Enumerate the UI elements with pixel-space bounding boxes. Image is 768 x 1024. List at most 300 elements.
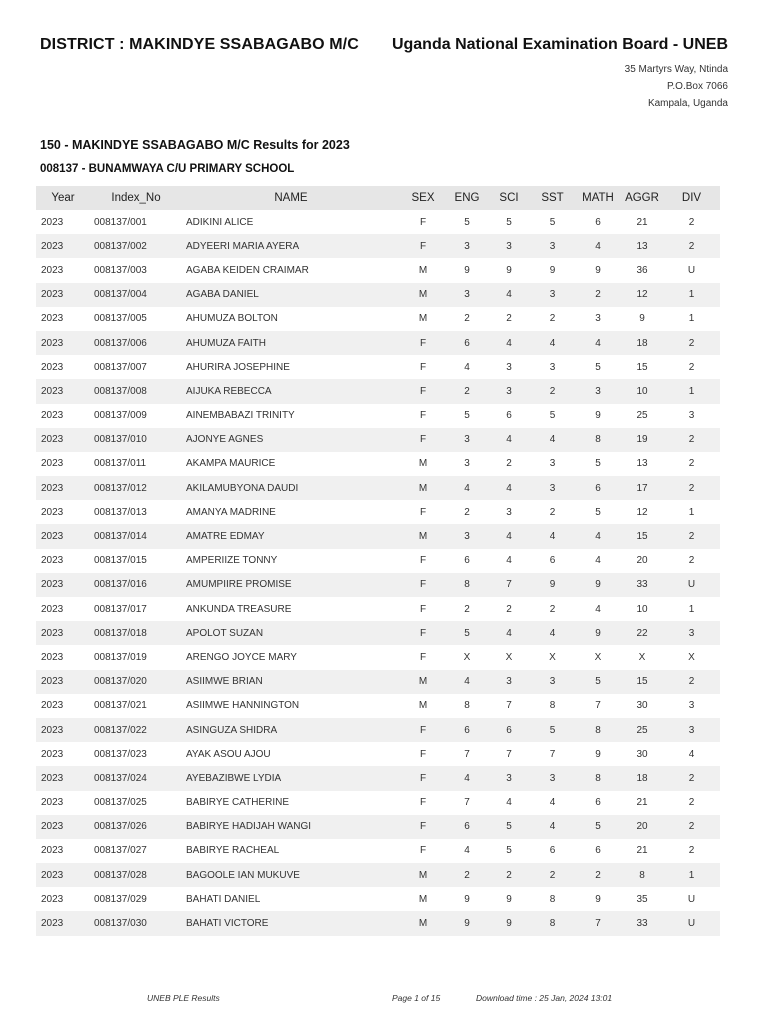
cell-index-no: 008137/021	[94, 700, 147, 712]
cell-sci: 9	[506, 264, 512, 276]
cell-year: 2023	[41, 264, 64, 276]
cell-sex: F	[419, 748, 427, 760]
cell-year: 2023	[36, 911, 90, 935]
cell-sci: 9	[488, 911, 530, 935]
cell-sci: 4	[488, 621, 530, 645]
cell-sex: F	[400, 815, 446, 839]
cell-sci: X	[505, 651, 513, 663]
cell-math: 4	[575, 234, 621, 258]
cell-index-no: 008137/030	[90, 911, 182, 935]
cell-sex: M	[418, 458, 428, 470]
school-title: 008137 - BUNAMWAYA C/U PRIMARY SCHOOL	[40, 163, 295, 175]
cell-year: 2023	[36, 234, 90, 258]
cell-sci: 4	[488, 283, 530, 307]
cell-eng: 9	[446, 911, 488, 935]
cell-eng: 3	[446, 428, 488, 452]
cell-sst: 3	[530, 476, 575, 500]
cell-sst: 8	[549, 893, 556, 905]
table-row	[36, 210, 720, 234]
cell-aggr: 18	[621, 331, 663, 355]
cell-sci: 7	[506, 748, 512, 760]
cell-aggr: 21	[636, 216, 648, 228]
cell-name: AGABA DANIEL	[182, 283, 400, 307]
cell-sst: 9	[530, 573, 575, 597]
cell-name: ADYEERI MARIA AYERA	[182, 234, 400, 258]
cell-sex: F	[419, 797, 427, 809]
download-time: Download time : 25 Jan, 2024 13:01	[476, 993, 613, 1003]
cell-year: 2023	[41, 313, 64, 325]
cell-eng: 4	[464, 845, 470, 857]
column-header-index: Index_No	[90, 186, 182, 210]
cell-year: 2023	[36, 524, 90, 548]
table-row	[36, 331, 720, 355]
cell-div: 1	[688, 313, 695, 325]
cell-sci: 5	[506, 216, 512, 228]
cell-index-no: 008137/003	[94, 264, 147, 276]
cell-name: AMUMPIIRE PROMISE	[182, 573, 400, 597]
cell-math: 4	[595, 555, 601, 567]
cell-eng: 2	[446, 379, 488, 403]
cell-sex: M	[400, 670, 446, 694]
cell-math: 9	[575, 573, 621, 597]
cell-sex: F	[400, 718, 446, 742]
table-row	[36, 911, 720, 935]
cell-sex: F	[400, 766, 446, 790]
table-row	[36, 452, 720, 476]
cell-year: 2023	[41, 506, 64, 518]
cell-sci: 5	[506, 845, 512, 857]
cell-aggr: 19	[621, 428, 663, 452]
cell-index-no: 008137/019	[94, 651, 147, 663]
cell-div: 2	[663, 766, 720, 790]
column-header-year: Year	[36, 186, 90, 210]
cell-name: AKILAMUBYONA DAUDI	[182, 476, 400, 500]
cell-name: ASIIMWE HANNINGTON	[186, 700, 300, 712]
cell-sci: 2	[488, 863, 530, 887]
cell-eng: 8	[446, 573, 488, 597]
cell-year: 2023	[36, 621, 90, 645]
column-header-name: NAME	[182, 186, 400, 210]
cell-sex: F	[419, 361, 427, 373]
cell-sex: F	[400, 379, 446, 403]
cell-name: BAHATI VICTORE	[182, 911, 400, 935]
cell-eng: 5	[464, 410, 470, 422]
cell-sci: 4	[506, 555, 512, 567]
cell-sci: 3	[488, 766, 530, 790]
table-row	[36, 379, 720, 403]
cell-name: BABIRYE CATHERINE	[186, 797, 289, 809]
cell-div: 1	[663, 283, 720, 307]
cell-div: 2	[663, 524, 720, 548]
table-row	[36, 766, 720, 790]
cell-aggr: 33	[621, 573, 663, 597]
cell-index-no: 008137/023	[94, 748, 147, 760]
cell-name: AIJUKA REBECCA	[182, 379, 400, 403]
cell-sex: M	[400, 524, 446, 548]
cell-sst: 7	[549, 748, 556, 760]
cell-div: 2	[688, 216, 695, 228]
cell-math: 6	[595, 216, 601, 228]
cell-sex: F	[419, 410, 427, 422]
cell-year: 2023	[41, 603, 64, 615]
cell-eng: 2	[464, 506, 470, 518]
cell-sst: X	[549, 651, 556, 663]
cell-sex: M	[418, 893, 428, 905]
table-row	[36, 524, 720, 548]
table-row	[36, 694, 720, 718]
table-header-row	[36, 186, 720, 210]
cell-math: 6	[595, 845, 601, 857]
column-header-eng: ENG	[446, 186, 488, 210]
cell-name: AMATRE EDMAY	[182, 524, 400, 548]
cell-name: AGABA KEIDEN CRAIMAR	[186, 264, 309, 276]
cell-year: 2023	[36, 331, 90, 355]
cell-sst: 8	[530, 911, 575, 935]
results-table-body	[36, 210, 720, 936]
cell-sst: 3	[530, 234, 575, 258]
cell-div: X	[688, 651, 695, 663]
cell-name: AJONYE AGNES	[182, 428, 400, 452]
cell-name: BAGOOLE IAN MUKUVE	[182, 863, 400, 887]
cell-year: 2023	[41, 410, 64, 422]
cell-math: 8	[575, 428, 621, 452]
cell-index-no: 008137/004	[90, 283, 182, 307]
cell-math: 5	[595, 361, 601, 373]
cell-math: 2	[575, 863, 621, 887]
cell-year: 2023	[36, 428, 90, 452]
cell-aggr: 12	[636, 506, 648, 518]
cell-math: 8	[575, 766, 621, 790]
cell-math: 5	[595, 506, 601, 518]
cell-sst: 4	[530, 815, 575, 839]
results-title: 150 - MAKINDYE SSABAGABO M/C Results for 2023	[40, 138, 350, 152]
table-row	[36, 621, 720, 645]
cell-aggr: 33	[621, 911, 663, 935]
cell-div: U	[687, 893, 696, 905]
table-row	[36, 549, 720, 573]
cell-sci: 3	[488, 379, 530, 403]
column-header-sex: SEX	[400, 186, 446, 210]
cell-math: 3	[575, 379, 621, 403]
cell-sex: M	[400, 863, 446, 887]
cell-year: 2023	[36, 766, 90, 790]
cell-aggr: 20	[621, 815, 663, 839]
cell-math: 8	[575, 718, 621, 742]
cell-sex: M	[400, 283, 446, 307]
table-row	[36, 476, 720, 500]
table-row	[36, 670, 720, 694]
cell-aggr: 15	[636, 361, 648, 373]
cell-year: 2023	[41, 797, 64, 809]
cell-year: 2023	[36, 718, 90, 742]
cell-index-no: 008137/018	[90, 621, 182, 645]
cell-index-no: 008137/005	[94, 313, 147, 325]
cell-math: 5	[575, 815, 621, 839]
cell-index-no: 008137/002	[90, 234, 182, 258]
cell-math: 9	[595, 410, 601, 422]
cell-eng: 2	[446, 863, 488, 887]
cell-index-no: 008137/006	[90, 331, 182, 355]
results-table	[36, 186, 720, 936]
cell-index-no: 008137/022	[90, 718, 182, 742]
cell-aggr: 8	[621, 863, 663, 887]
cell-eng: 2	[464, 603, 470, 615]
cell-index-no: 008137/010	[90, 428, 182, 452]
cell-year: 2023	[36, 573, 90, 597]
cell-sci: 3	[506, 506, 512, 518]
cell-eng: 3	[446, 524, 488, 548]
cell-div: 1	[688, 506, 695, 518]
cell-aggr: 15	[621, 524, 663, 548]
cell-div: 2	[688, 797, 695, 809]
cell-div: 3	[688, 410, 695, 422]
cell-name: AYAK ASOU AJOU	[186, 748, 271, 760]
cell-aggr: 25	[621, 718, 663, 742]
cell-math: 5	[575, 670, 621, 694]
cell-name: AKAMPA MAURICE	[186, 458, 276, 470]
cell-index-no: 008137/009	[94, 410, 147, 422]
cell-index-no: 008137/016	[90, 573, 182, 597]
cell-eng: 6	[446, 718, 488, 742]
cell-math: 6	[595, 797, 601, 809]
column-header-aggr: AGGR	[621, 186, 663, 210]
cell-year: 2023	[41, 845, 64, 857]
cell-eng: 7	[464, 748, 470, 760]
cell-aggr: 10	[621, 379, 663, 403]
table-row	[36, 428, 720, 452]
cell-eng: 6	[464, 555, 470, 567]
cell-name: BABIRYE HADIJAH WANGI	[182, 815, 400, 839]
cell-sst: 4	[530, 621, 575, 645]
address-line: Kampala, Uganda	[647, 98, 728, 109]
cell-div: U	[687, 264, 696, 276]
table-row	[36, 258, 720, 282]
cell-aggr: 21	[636, 845, 648, 857]
cell-math: 5	[595, 458, 601, 470]
cell-name: ASIIMWE BRIAN	[182, 670, 400, 694]
cell-sci: 3	[506, 361, 512, 373]
cell-name: BABIRYE RACHEAL	[186, 845, 280, 857]
cell-sci: 4	[506, 797, 512, 809]
cell-math: 6	[575, 476, 621, 500]
cell-index-no: 008137/011	[94, 458, 147, 470]
cell-year: 2023	[41, 893, 64, 905]
cell-year: 2023	[41, 748, 64, 760]
cell-sst: 5	[530, 718, 575, 742]
cell-eng: X	[463, 651, 471, 663]
cell-eng: 4	[446, 476, 488, 500]
cell-sst: 2	[549, 603, 556, 615]
cell-div: 1	[688, 603, 695, 615]
cell-sst: 4	[530, 524, 575, 548]
cell-year: 2023	[36, 670, 90, 694]
cell-index-no: 008137/024	[90, 766, 182, 790]
cell-year: 2023	[41, 216, 64, 228]
cell-index-no: 008137/012	[90, 476, 182, 500]
cell-aggr: 30	[636, 748, 648, 760]
cell-eng: 3	[464, 458, 470, 470]
cell-sex: F	[400, 428, 446, 452]
cell-math: 4	[575, 331, 621, 355]
cell-div: 2	[663, 476, 720, 500]
cell-sci: 7	[506, 700, 512, 712]
cell-aggr: 22	[621, 621, 663, 645]
cell-sex: F	[419, 555, 427, 567]
cell-div: U	[663, 911, 720, 935]
cell-sci: 9	[506, 893, 512, 905]
cell-div: 2	[688, 845, 695, 857]
cell-sex: M	[418, 313, 428, 325]
table-row	[36, 404, 720, 428]
cell-sci: 7	[488, 573, 530, 597]
cell-div: 2	[663, 815, 720, 839]
cell-eng: 9	[464, 264, 470, 276]
cell-sst: 3	[530, 766, 575, 790]
cell-name: AYEBAZIBWE LYDIA	[182, 766, 400, 790]
cell-eng: 3	[446, 234, 488, 258]
cell-aggr: 17	[621, 476, 663, 500]
cell-year: 2023	[41, 361, 64, 373]
cell-index-no: 008137/008	[90, 379, 182, 403]
cell-div: 2	[663, 428, 720, 452]
cell-name: AHUMUZA BOLTON	[186, 313, 278, 325]
cell-index-no: 008137/014	[90, 524, 182, 548]
cell-div: 1	[663, 863, 720, 887]
cell-aggr: 25	[636, 410, 648, 422]
cell-year: 2023	[41, 651, 64, 663]
cell-aggr: 21	[636, 797, 648, 809]
cell-sst: 5	[549, 410, 556, 422]
cell-div: 1	[663, 379, 720, 403]
cell-math: 9	[595, 748, 601, 760]
cell-index-no: 008137/015	[94, 555, 147, 567]
cell-eng: 4	[464, 361, 470, 373]
cell-sst: 4	[549, 797, 556, 809]
cell-aggr: 12	[621, 283, 663, 307]
cell-div: 3	[663, 621, 720, 645]
cell-name: AMANYA MADRINE	[186, 506, 276, 518]
cell-eng: 5	[446, 621, 488, 645]
cell-index-no: 008137/020	[90, 670, 182, 694]
cell-sex: F	[400, 234, 446, 258]
cell-index-no: 008137/029	[94, 893, 147, 905]
table-row	[36, 718, 720, 742]
table-row	[36, 839, 720, 863]
cell-sst: 4	[530, 428, 575, 452]
cell-eng: 7	[464, 797, 470, 809]
cell-sex: F	[400, 573, 446, 597]
cell-sst: 3	[530, 670, 575, 694]
cell-sex: M	[418, 264, 428, 276]
cell-name: ARENGO JOYCE MARY	[186, 651, 297, 663]
cell-sci: 3	[488, 670, 530, 694]
cell-eng: 2	[464, 313, 470, 325]
cell-name: ADIKINI ALICE	[186, 216, 254, 228]
table-row	[36, 234, 720, 258]
cell-sci: 6	[506, 410, 512, 422]
cell-sci: 2	[506, 313, 512, 325]
cell-year: 2023	[36, 815, 90, 839]
cell-div: 3	[688, 700, 695, 712]
table-row	[36, 645, 720, 669]
cell-math: 3	[595, 313, 601, 325]
cell-eng: 4	[446, 766, 488, 790]
cell-sex: F	[419, 845, 427, 857]
cell-aggr: 13	[621, 234, 663, 258]
cell-sex: F	[400, 331, 446, 355]
cell-math: 4	[575, 524, 621, 548]
cell-index-no: 008137/013	[94, 506, 147, 518]
cell-sci: 4	[488, 428, 530, 452]
cell-math: 9	[595, 893, 601, 905]
table-row	[36, 863, 720, 887]
cell-year: 2023	[41, 555, 64, 567]
cell-sst: 6	[549, 845, 556, 857]
cell-aggr: 18	[621, 766, 663, 790]
table-row	[36, 887, 720, 911]
cell-eng: 8	[464, 700, 470, 712]
cell-year: 2023	[36, 476, 90, 500]
cell-aggr: 36	[636, 264, 648, 276]
cell-sst: 2	[530, 379, 575, 403]
cell-year: 2023	[36, 863, 90, 887]
cell-div: 2	[688, 361, 695, 373]
cell-aggr: 20	[636, 555, 648, 567]
cell-aggr: 13	[636, 458, 648, 470]
cell-sex: M	[400, 911, 446, 935]
cell-math: 4	[595, 603, 601, 615]
table-row	[36, 283, 720, 307]
cell-sst: 8	[549, 700, 556, 712]
table-row	[36, 597, 720, 621]
cell-sst: 2	[530, 863, 575, 887]
cell-sst: 4	[530, 331, 575, 355]
page-number: Page 1 of 15	[392, 993, 441, 1003]
cell-aggr: X	[638, 651, 646, 663]
column-header-sst: SST	[530, 186, 575, 210]
cell-math: X	[594, 651, 602, 663]
address-line: 35 Martyrs Way, Ntinda	[624, 64, 728, 75]
cell-sst: 3	[549, 361, 556, 373]
table-row	[36, 500, 720, 524]
cell-sci: 2	[506, 603, 512, 615]
cell-sex: F	[419, 651, 427, 663]
cell-sci: 4	[488, 331, 530, 355]
cell-name: AHURIRA JOSEPHINE	[186, 361, 290, 373]
cell-div: 3	[663, 718, 720, 742]
cell-aggr: 30	[636, 700, 648, 712]
cell-year: 2023	[36, 379, 90, 403]
cell-index-no: 008137/026	[90, 815, 182, 839]
cell-eng: 5	[464, 216, 470, 228]
cell-aggr: 35	[636, 893, 648, 905]
cell-sst: 2	[549, 506, 556, 518]
cell-name: AHUMUZA FAITH	[182, 331, 400, 355]
cell-div: U	[663, 573, 720, 597]
cell-sex: M	[418, 700, 428, 712]
cell-index-no: 008137/001	[94, 216, 147, 228]
footer-title: UNEB PLE Results	[147, 993, 220, 1003]
cell-year: 2023	[41, 700, 64, 712]
table-row	[36, 307, 720, 331]
cell-aggr: 15	[621, 670, 663, 694]
table-row	[36, 815, 720, 839]
cell-sst: 6	[549, 555, 556, 567]
cell-sci: 4	[488, 476, 530, 500]
cell-index-no: 008137/017	[94, 603, 147, 615]
cell-math: 2	[575, 283, 621, 307]
cell-sst: 3	[549, 458, 556, 470]
